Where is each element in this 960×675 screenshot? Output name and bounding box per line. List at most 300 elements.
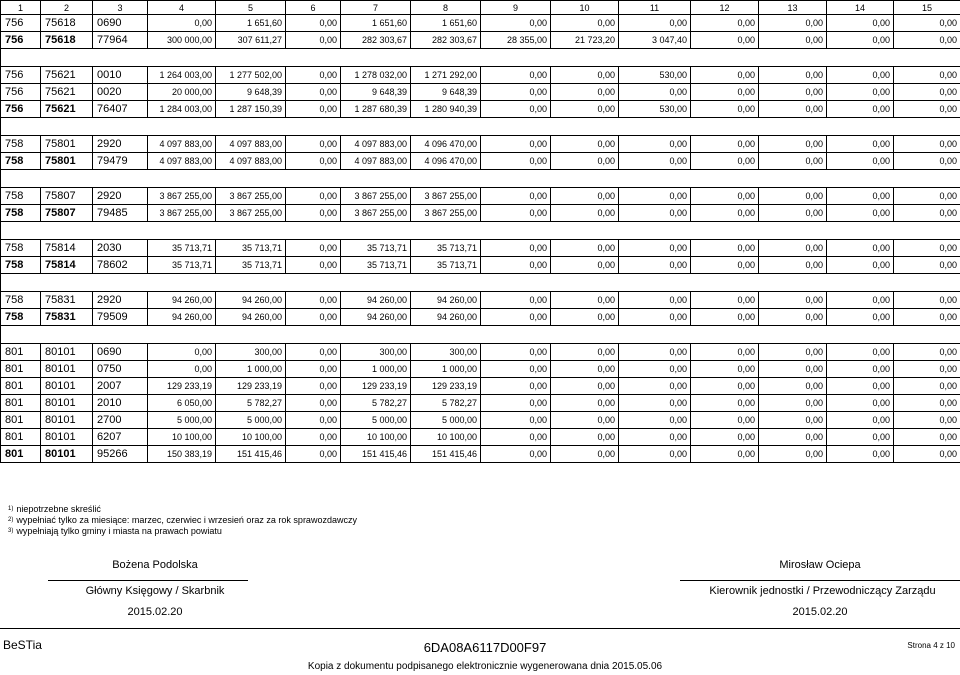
amount-cell: 0,00 <box>759 205 827 222</box>
footnote <box>8 504 357 515</box>
left-signature-date: 2015.02.20 <box>127 606 183 618</box>
footer-document-code: 6DA08A6117D00F97 <box>423 640 547 655</box>
amount-cell: 0,00 <box>481 136 551 153</box>
amount-cell: 1 651,60 <box>216 15 286 32</box>
footnote-mark: 2) <box>8 517 14 523</box>
amount-cell: 0,00 <box>286 344 341 361</box>
amount-cell: 0,00 <box>619 412 691 429</box>
amount-cell: 5 000,00 <box>216 412 286 429</box>
amount-cell: 0,00 <box>619 309 691 326</box>
amount-cell: 94 260,00 <box>341 309 411 326</box>
amount-cell: 0,00 <box>691 153 759 170</box>
subtotal-row <box>1 153 960 170</box>
amount-cell: 0,00 <box>827 67 894 84</box>
amount-cell: 4 097 883,00 <box>148 153 216 170</box>
amount-cell: 1 287 150,39 <box>216 101 286 118</box>
amount-cell: 0,00 <box>894 84 960 101</box>
amount-cell: 0,00 <box>759 257 827 274</box>
amount-cell: 0,00 <box>551 153 619 170</box>
amount-cell: 35 713,71 <box>411 257 481 274</box>
column-number-row <box>1 1 960 15</box>
amount-cell: 0,00 <box>619 205 691 222</box>
amount-cell: 0,00 <box>691 361 759 378</box>
amount-cell: 0,00 <box>827 32 894 49</box>
amount-cell: 0,00 <box>551 67 619 84</box>
amount-cell: 0,00 <box>551 257 619 274</box>
amount-cell: 129 233,19 <box>148 378 216 395</box>
amount-cell: 0,00 <box>759 412 827 429</box>
chapter-code: 75621 <box>41 84 93 101</box>
amount-cell: 0,00 <box>827 205 894 222</box>
section-gap <box>1 274 960 292</box>
amount-cell: 0,00 <box>551 205 619 222</box>
chapter-code: 75618 <box>41 32 93 49</box>
column-number: 9 <box>481 1 551 15</box>
footnote-text: wypełniają tylko gminy i miasta na prawach powiatu <box>16 526 222 536</box>
amount-cell: 0,00 <box>759 429 827 446</box>
section-code: 801 <box>1 395 41 412</box>
chapter-code: 75807 <box>41 205 93 222</box>
chapter-code: 80101 <box>41 395 93 412</box>
footnote-text: niepotrzebne skreślić <box>16 504 101 514</box>
amount-cell: 0,00 <box>286 361 341 378</box>
chapter-code: 80101 <box>41 344 93 361</box>
amount-cell: 0,00 <box>551 84 619 101</box>
amount-cell: 0,00 <box>286 309 341 326</box>
table-row <box>1 67 960 84</box>
amount-cell: 0,00 <box>286 136 341 153</box>
left-signature-role: Główny Księgowy / Skarbnik <box>85 585 225 597</box>
amount-cell: 3 867 255,00 <box>411 188 481 205</box>
subtotal-row <box>1 257 960 274</box>
table-row <box>1 344 960 361</box>
amount-cell: 0,00 <box>286 188 341 205</box>
amount-cell: 0,00 <box>691 32 759 49</box>
section-code: 801 <box>1 412 41 429</box>
amount-cell: 282 303,67 <box>411 32 481 49</box>
amount-cell: 0,00 <box>551 395 619 412</box>
amount-cell: 94 260,00 <box>341 292 411 309</box>
amount-cell: 0,00 <box>894 32 960 49</box>
amount-cell: 0,00 <box>894 101 960 118</box>
column-number: 1 <box>1 1 41 15</box>
amount-cell: 0,00 <box>759 67 827 84</box>
amount-cell: 0,00 <box>481 412 551 429</box>
amount-cell: 0,00 <box>481 378 551 395</box>
section-code: 801 <box>1 378 41 395</box>
amount-cell: 3 867 255,00 <box>148 188 216 205</box>
column-number: 7 <box>341 1 411 15</box>
amount-cell: 0,00 <box>481 309 551 326</box>
amount-cell: 530,00 <box>619 67 691 84</box>
chapter-code: 80101 <box>41 412 93 429</box>
right-signature-line <box>680 580 960 581</box>
amount-cell: 151 415,46 <box>216 446 286 463</box>
amount-cell: 3 867 255,00 <box>148 205 216 222</box>
amount-cell: 151 415,46 <box>411 446 481 463</box>
gap-cell <box>1 49 960 67</box>
amount-cell: 3 867 255,00 <box>216 188 286 205</box>
paragraph-code: 78602 <box>93 257 148 274</box>
amount-cell: 530,00 <box>619 101 691 118</box>
footnote <box>8 515 357 526</box>
amount-cell: 3 867 255,00 <box>341 188 411 205</box>
amount-cell: 94 260,00 <box>216 309 286 326</box>
right-signature-name: Mirosław Ociepa <box>779 559 861 571</box>
footnote-text: wypełniać tylko za miesiące: marzec, czerwiec i wrzesień oraz za rok sprawozdawczy <box>16 515 357 525</box>
gap-cell <box>1 222 960 240</box>
amount-cell: 0,00 <box>551 188 619 205</box>
amount-cell: 0,00 <box>619 257 691 274</box>
table-row <box>1 361 960 378</box>
amount-cell: 0,00 <box>551 429 619 446</box>
column-number: 11 <box>619 1 691 15</box>
amount-cell: 0,00 <box>691 292 759 309</box>
amount-cell: 28 355,00 <box>481 32 551 49</box>
amount-cell: 0,00 <box>759 153 827 170</box>
amount-cell: 0,00 <box>894 136 960 153</box>
amount-cell: 21 723,20 <box>551 32 619 49</box>
chapter-code: 80101 <box>41 429 93 446</box>
amount-cell: 1 651,60 <box>411 15 481 32</box>
right-signature-date: 2015.02.20 <box>792 606 848 618</box>
table-row <box>1 15 960 32</box>
chapter-code: 80101 <box>41 446 93 463</box>
amount-cell: 0,00 <box>619 361 691 378</box>
amount-cell: 35 713,71 <box>148 257 216 274</box>
section-gap <box>1 222 960 240</box>
paragraph-code: 2700 <box>93 412 148 429</box>
amount-cell: 0,00 <box>894 344 960 361</box>
chapter-code: 75621 <box>41 101 93 118</box>
amount-cell: 0,00 <box>481 153 551 170</box>
amount-cell: 150 383,19 <box>148 446 216 463</box>
amount-cell: 0,00 <box>286 32 341 49</box>
amount-cell: 0,00 <box>759 15 827 32</box>
paragraph-code: 0750 <box>93 361 148 378</box>
paragraph-code: 2920 <box>93 188 148 205</box>
chapter-code: 75801 <box>41 153 93 170</box>
amount-cell: 9 648,39 <box>216 84 286 101</box>
amount-cell: 0,00 <box>827 136 894 153</box>
amount-cell: 4 097 883,00 <box>216 153 286 170</box>
paragraph-code: 79479 <box>93 153 148 170</box>
amount-cell: 0,00 <box>894 361 960 378</box>
amount-cell: 1 271 292,00 <box>411 67 481 84</box>
amount-cell: 0,00 <box>894 378 960 395</box>
amount-cell: 0,00 <box>827 395 894 412</box>
amount-cell: 0,00 <box>481 361 551 378</box>
amount-cell: 6 050,00 <box>148 395 216 412</box>
right-signature-role: Kierownik jednostki / Przewodniczący Zarządu <box>709 585 936 597</box>
amount-cell: 0,00 <box>759 446 827 463</box>
amount-cell: 3 867 255,00 <box>341 205 411 222</box>
amount-cell: 4 097 883,00 <box>148 136 216 153</box>
amount-cell: 0,00 <box>551 292 619 309</box>
chapter-code: 75618 <box>41 15 93 32</box>
amount-cell: 1 000,00 <box>341 361 411 378</box>
section-code: 758 <box>1 309 41 326</box>
amount-cell: 0,00 <box>481 257 551 274</box>
amount-cell: 0,00 <box>286 153 341 170</box>
column-number: 8 <box>411 1 481 15</box>
amount-cell: 0,00 <box>286 446 341 463</box>
amount-cell: 0,00 <box>894 67 960 84</box>
amount-cell: 0,00 <box>827 344 894 361</box>
amount-cell: 129 233,19 <box>216 378 286 395</box>
amount-cell: 35 713,71 <box>341 257 411 274</box>
section-gap <box>1 118 960 136</box>
amount-cell: 300,00 <box>411 344 481 361</box>
amount-cell: 0,00 <box>691 240 759 257</box>
amount-cell: 0,00 <box>759 292 827 309</box>
amount-cell: 0,00 <box>894 292 960 309</box>
amount-cell: 0,00 <box>691 309 759 326</box>
chapter-code: 75621 <box>41 67 93 84</box>
amount-cell: 0,00 <box>286 67 341 84</box>
amount-cell: 0,00 <box>619 378 691 395</box>
section-code: 758 <box>1 153 41 170</box>
amount-cell: 0,00 <box>691 446 759 463</box>
section-code: 758 <box>1 257 41 274</box>
section-code: 756 <box>1 84 41 101</box>
amount-cell: 10 100,00 <box>148 429 216 446</box>
amount-cell: 1 280 940,39 <box>411 101 481 118</box>
amount-cell: 307 611,27 <box>216 32 286 49</box>
amount-cell: 1 264 003,00 <box>148 67 216 84</box>
gap-cell <box>1 170 960 188</box>
column-number: 3 <box>93 1 148 15</box>
amount-cell: 4 097 883,00 <box>216 136 286 153</box>
amount-cell: 0,00 <box>827 240 894 257</box>
amount-cell: 0,00 <box>691 205 759 222</box>
amount-cell: 0,00 <box>827 429 894 446</box>
subtotal-row <box>1 101 960 118</box>
amount-cell: 1 284 003,00 <box>148 101 216 118</box>
amount-cell: 0,00 <box>759 101 827 118</box>
amount-cell: 0,00 <box>481 101 551 118</box>
amount-cell: 0,00 <box>551 361 619 378</box>
amount-cell: 4 097 883,00 <box>341 153 411 170</box>
amount-cell: 0,00 <box>691 257 759 274</box>
section-gap <box>1 170 960 188</box>
amount-cell: 94 260,00 <box>411 309 481 326</box>
amount-cell: 0,00 <box>619 153 691 170</box>
footnote <box>8 526 357 537</box>
gap-cell <box>1 274 960 292</box>
amount-cell: 0,00 <box>759 188 827 205</box>
amount-cell: 0,00 <box>894 240 960 257</box>
amount-cell: 0,00 <box>286 378 341 395</box>
amount-cell: 0,00 <box>827 378 894 395</box>
amount-cell: 0,00 <box>827 361 894 378</box>
amount-cell: 0,00 <box>691 429 759 446</box>
subtotal-row <box>1 32 960 49</box>
column-number: 5 <box>216 1 286 15</box>
amount-cell: 0,00 <box>894 309 960 326</box>
amount-cell: 0,00 <box>759 240 827 257</box>
amount-cell: 0,00 <box>148 361 216 378</box>
table-row <box>1 136 960 153</box>
amount-cell: 94 260,00 <box>148 292 216 309</box>
section-code: 801 <box>1 429 41 446</box>
amount-cell: 0,00 <box>619 429 691 446</box>
section-code: 801 <box>1 344 41 361</box>
table-row <box>1 84 960 101</box>
amount-cell: 0,00 <box>759 395 827 412</box>
amount-cell: 0,00 <box>691 101 759 118</box>
amount-cell: 0,00 <box>551 101 619 118</box>
subtotal-row <box>1 309 960 326</box>
amount-cell: 0,00 <box>481 240 551 257</box>
amount-cell: 94 260,00 <box>216 292 286 309</box>
amount-cell: 282 303,67 <box>341 32 411 49</box>
amount-cell: 5 782,27 <box>411 395 481 412</box>
amount-cell: 0,00 <box>691 136 759 153</box>
amount-cell: 0,00 <box>148 15 216 32</box>
amount-cell: 0,00 <box>619 292 691 309</box>
amount-cell: 0,00 <box>481 15 551 32</box>
amount-cell: 0,00 <box>481 344 551 361</box>
amount-cell: 35 713,71 <box>411 240 481 257</box>
amount-cell: 0,00 <box>827 292 894 309</box>
chapter-code: 75814 <box>41 257 93 274</box>
table-body <box>1 1 960 463</box>
amount-cell: 1 651,60 <box>341 15 411 32</box>
amount-cell: 0,00 <box>691 412 759 429</box>
amount-cell: 4 097 883,00 <box>341 136 411 153</box>
amount-cell: 5 000,00 <box>411 412 481 429</box>
section-code: 758 <box>1 136 41 153</box>
amount-cell: 0,00 <box>827 257 894 274</box>
amount-cell: 0,00 <box>894 153 960 170</box>
chapter-code: 75831 <box>41 292 93 309</box>
paragraph-code: 79509 <box>93 309 148 326</box>
amount-cell: 4 096 470,00 <box>411 136 481 153</box>
gap-cell <box>1 118 960 136</box>
amount-cell: 0,00 <box>827 188 894 205</box>
amount-cell: 5 000,00 <box>148 412 216 429</box>
paragraph-code: 0010 <box>93 67 148 84</box>
footer-page-number: Strona 4 z 10 <box>907 641 955 650</box>
chapter-code: 75814 <box>41 240 93 257</box>
amount-cell: 0,00 <box>759 344 827 361</box>
amount-cell: 0,00 <box>619 446 691 463</box>
section-code: 756 <box>1 32 41 49</box>
amount-cell: 0,00 <box>894 446 960 463</box>
amount-cell: 129 233,19 <box>411 378 481 395</box>
amount-cell: 0,00 <box>894 205 960 222</box>
column-number: 10 <box>551 1 619 15</box>
chapter-code: 75807 <box>41 188 93 205</box>
amount-cell: 0,00 <box>148 344 216 361</box>
amount-cell: 0,00 <box>481 395 551 412</box>
column-number: 13 <box>759 1 827 15</box>
amount-cell: 0,00 <box>619 188 691 205</box>
section-code: 758 <box>1 292 41 309</box>
section-code: 756 <box>1 15 41 32</box>
amount-cell: 0,00 <box>551 412 619 429</box>
column-number: 4 <box>148 1 216 15</box>
paragraph-code: 2010 <box>93 395 148 412</box>
amount-cell: 0,00 <box>827 446 894 463</box>
paragraph-code: 6207 <box>93 429 148 446</box>
amount-cell: 0,00 <box>481 429 551 446</box>
section-code: 801 <box>1 361 41 378</box>
paragraph-code: 2920 <box>93 292 148 309</box>
paragraph-code: 2007 <box>93 378 148 395</box>
section-code: 758 <box>1 188 41 205</box>
chapter-code: 75831 <box>41 309 93 326</box>
amount-cell: 0,00 <box>551 378 619 395</box>
amount-cell: 94 260,00 <box>148 309 216 326</box>
amount-cell: 0,00 <box>759 361 827 378</box>
amount-cell: 0,00 <box>551 136 619 153</box>
amount-cell: 3 867 255,00 <box>411 205 481 222</box>
amount-cell: 0,00 <box>759 136 827 153</box>
amount-cell: 0,00 <box>481 188 551 205</box>
amount-cell: 0,00 <box>286 292 341 309</box>
amount-cell: 129 233,19 <box>341 378 411 395</box>
chapter-code: 80101 <box>41 378 93 395</box>
amount-cell: 0,00 <box>551 15 619 32</box>
section-code: 758 <box>1 240 41 257</box>
amount-cell: 0,00 <box>286 412 341 429</box>
amount-cell: 0,00 <box>894 412 960 429</box>
footer-app-name: BeSTia <box>3 638 42 652</box>
amount-cell: 3 047,40 <box>619 32 691 49</box>
paragraph-code: 0690 <box>93 15 148 32</box>
amount-cell: 0,00 <box>286 429 341 446</box>
amount-cell: 0,00 <box>286 15 341 32</box>
amount-cell: 0,00 <box>894 15 960 32</box>
amount-cell: 0,00 <box>481 84 551 101</box>
amount-cell: 0,00 <box>691 84 759 101</box>
amount-cell: 0,00 <box>619 15 691 32</box>
section-code: 758 <box>1 205 41 222</box>
amount-cell: 10 100,00 <box>216 429 286 446</box>
table-row <box>1 378 960 395</box>
table-row <box>1 292 960 309</box>
amount-cell: 300 000,00 <box>148 32 216 49</box>
amount-cell: 1 277 502,00 <box>216 67 286 84</box>
paragraph-code: 95266 <box>93 446 148 463</box>
amount-cell: 0,00 <box>691 344 759 361</box>
amount-cell: 0,00 <box>827 153 894 170</box>
amount-cell: 0,00 <box>286 101 341 118</box>
column-number: 15 <box>894 1 960 15</box>
table-row <box>1 240 960 257</box>
amount-cell: 0,00 <box>481 67 551 84</box>
section-code: 756 <box>1 67 41 84</box>
amount-cell: 0,00 <box>759 32 827 49</box>
paragraph-code: 2030 <box>93 240 148 257</box>
section-gap <box>1 326 960 344</box>
gap-cell <box>1 326 960 344</box>
amount-cell: 0,00 <box>286 205 341 222</box>
amount-cell: 35 713,71 <box>216 257 286 274</box>
left-signature-name: Bożena Podolska <box>112 559 198 571</box>
footnotes <box>8 504 357 537</box>
amount-cell: 0,00 <box>894 395 960 412</box>
amount-cell: 0,00 <box>619 84 691 101</box>
amount-cell: 0,00 <box>894 429 960 446</box>
column-number: 6 <box>286 1 341 15</box>
amount-cell: 0,00 <box>286 395 341 412</box>
amount-cell: 0,00 <box>286 84 341 101</box>
footnote-mark: 1) <box>8 506 14 512</box>
amount-cell: 0,00 <box>827 309 894 326</box>
